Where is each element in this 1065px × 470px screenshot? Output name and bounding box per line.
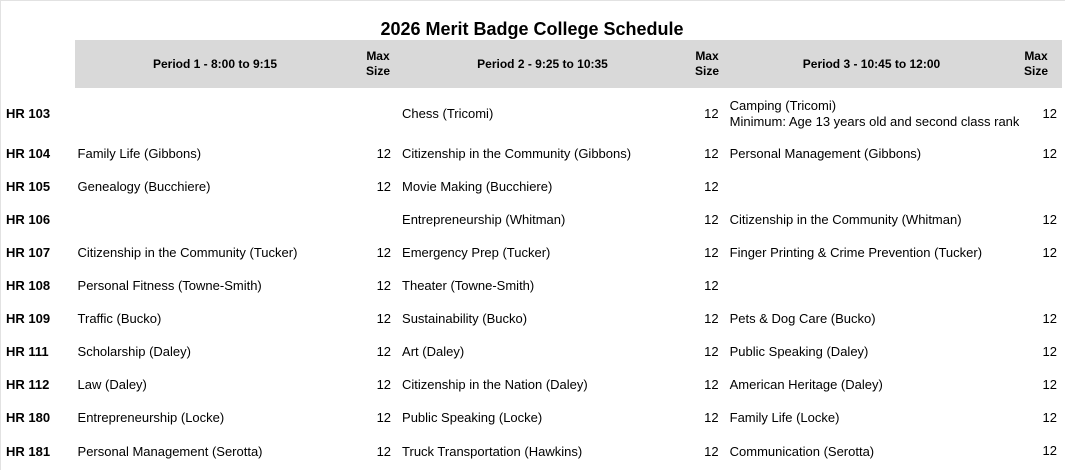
table-row: [0, 236, 1065, 269]
period-1-max-size-cell: [353, 203, 399, 236]
header-period-2: Period 2 - 9:25 to 10:35: [477, 56, 608, 71]
period-1-max-size-cell: 12: [376, 344, 392, 359]
period-2-max-size-cell: 12: [704, 212, 719, 227]
room-cell: HR 111: [6, 344, 49, 359]
period-2-course-cell: Emergency Prep (Tucker): [402, 245, 551, 260]
period-3-max-size-cell: 12: [1042, 245, 1057, 260]
period-2-course-cell: Sustainability (Bucko): [402, 311, 528, 326]
page-title: 2026 Merit Badge College Schedule: [380, 19, 684, 39]
period-2-course-cell: Theater (Towne-Smith): [402, 278, 535, 293]
room-cell: HR 106: [6, 212, 51, 227]
header-period-3: Period 3 - 10:45 to 12:00: [802, 56, 941, 71]
period-1-course-cell: Family Life (Gibbons): [77, 146, 202, 161]
sheet-gridline: [0, 0, 1065, 1]
period-2-course-cell: Chess (Tricomi): [402, 106, 494, 121]
period-1-course-cell: [75, 203, 354, 236]
period-2-max-size-cell: 12: [704, 344, 719, 359]
schedule-table: [0, 90, 1065, 469]
period-1-course-cell: [75, 90, 354, 137]
period-1-max-size-cell: 12: [376, 245, 392, 260]
period-2-max-size-cell: 12: [704, 311, 719, 326]
room-cell: HR 181: [6, 444, 51, 459]
period-1-course-cell: Genealogy (Bucchiere): [77, 179, 211, 194]
room-cell: HR 108: [6, 278, 51, 293]
period-2-max-size-cell: 12: [704, 444, 719, 459]
period-3-course-cell: [727, 269, 1020, 302]
period-3-max-size-cell: 12: [1042, 443, 1057, 458]
header-max-size-3: Max Size: [1023, 49, 1048, 78]
period-2-max-size-cell: 12: [704, 146, 719, 161]
table-row: [0, 137, 1065, 170]
period-3-max-size-cell: 12: [1042, 377, 1057, 392]
period-3-course-cell: Pets & Dog Care (Bucko): [729, 311, 876, 326]
table-row: [0, 434, 1065, 469]
header-max-size-1: Max Size: [365, 49, 390, 78]
period-3-course-cell: Personal Management (Gibbons): [729, 146, 922, 161]
room-cell: HR 105: [6, 179, 51, 194]
period-1-course-cell: Citizenship in the Community (Tucker): [77, 245, 298, 260]
table-row: [0, 335, 1065, 368]
period-2-course-cell: Art (Daley): [402, 344, 465, 359]
period-3-max-size-cell: [1019, 269, 1065, 302]
period-3-max-size-cell: [1019, 170, 1065, 203]
period-1-course-cell: Law (Daley): [77, 377, 147, 392]
period-1-max-size-cell: 12: [376, 410, 392, 425]
room-cell: HR 104: [6, 146, 51, 161]
period-3-max-size-cell: 12: [1042, 106, 1057, 121]
table-row: [0, 170, 1065, 203]
period-2-course-cell: Entrepreneurship (Whitman): [402, 212, 566, 227]
period-3-max-size-cell: 12: [1042, 311, 1057, 326]
period-3-course-cell: American Heritage (Daley): [729, 377, 883, 392]
period-2-max-size-cell: 12: [704, 377, 719, 392]
period-1-course-cell: Traffic (Bucko): [77, 311, 162, 326]
period-1-max-size-cell: 12: [376, 278, 392, 293]
period-3-course-cell: [727, 170, 1020, 203]
period-1-max-size-cell: 12: [376, 377, 392, 392]
period-3-max-size-cell: 12: [1042, 344, 1057, 359]
period-3-course-cell: Family Life (Locke): [729, 410, 840, 425]
period-3-course-cell: Communication (Serotta): [729, 444, 875, 459]
period-3-course-cell: Finger Printing & Crime Prevention (Tucker): [729, 245, 983, 260]
period-2-course-cell: Movie Making (Bucchiere): [402, 179, 553, 194]
table-row: [0, 90, 1065, 137]
period-3-course-cell: Public Speaking (Daley): [729, 344, 869, 359]
table-row: [0, 401, 1065, 434]
period-1-course-cell: Personal Management (Serotta): [77, 444, 263, 459]
period-2-max-size-cell: 12: [704, 179, 719, 194]
room-cell: HR 112: [6, 377, 50, 392]
period-3-max-size-cell: 12: [1042, 212, 1057, 227]
period-1-max-size-cell: 12: [376, 179, 392, 194]
period-3-course-cell: Citizenship in the Community (Whitman): [729, 212, 962, 227]
room-cell: HR 103: [6, 106, 51, 121]
period-1-max-size-cell: 12: [376, 444, 392, 459]
room-cell: HR 109: [6, 311, 51, 326]
period-1-course-cell: Entrepreneurship (Locke): [77, 410, 225, 425]
period-1-max-size-cell: [353, 90, 399, 137]
table-row: [0, 368, 1065, 401]
period-1-max-size-cell: 12: [376, 146, 392, 161]
period-2-max-size-cell: 12: [704, 106, 719, 121]
period-2-course-cell: Citizenship in the Community (Gibbons): [402, 146, 632, 161]
period-2-course-cell: Citizenship in the Nation (Daley): [402, 377, 588, 392]
room-cell: HR 180: [6, 410, 51, 425]
table-row: [0, 203, 1065, 236]
period-2-max-size-cell: 12: [704, 245, 719, 260]
table-row: [0, 302, 1065, 335]
period-3-course-cell: Camping (Tricomi) Minimum: Age 13 years old and second class rank: [729, 97, 1020, 129]
period-1-max-size-cell: 12: [376, 311, 392, 326]
period-1-course-cell: Scholarship (Daley): [77, 344, 191, 359]
period-2-course-cell: Public Speaking (Locke): [402, 410, 543, 425]
period-1-course-cell: Personal Fitness (Towne-Smith): [77, 278, 262, 293]
period-3-max-size-cell: 12: [1042, 410, 1057, 425]
period-2-course-cell: Truck Transportation (Hawkins): [402, 444, 583, 459]
period-2-max-size-cell: 12: [704, 410, 719, 425]
period-3-max-size-cell: 12: [1042, 146, 1057, 161]
room-cell: HR 107: [6, 245, 51, 260]
header-max-size-2: Max Size: [694, 49, 719, 78]
table-row: [0, 269, 1065, 302]
header-period-1: Period 1 - 8:00 to 9:15: [152, 56, 278, 71]
period-2-max-size-cell: 12: [704, 278, 719, 293]
